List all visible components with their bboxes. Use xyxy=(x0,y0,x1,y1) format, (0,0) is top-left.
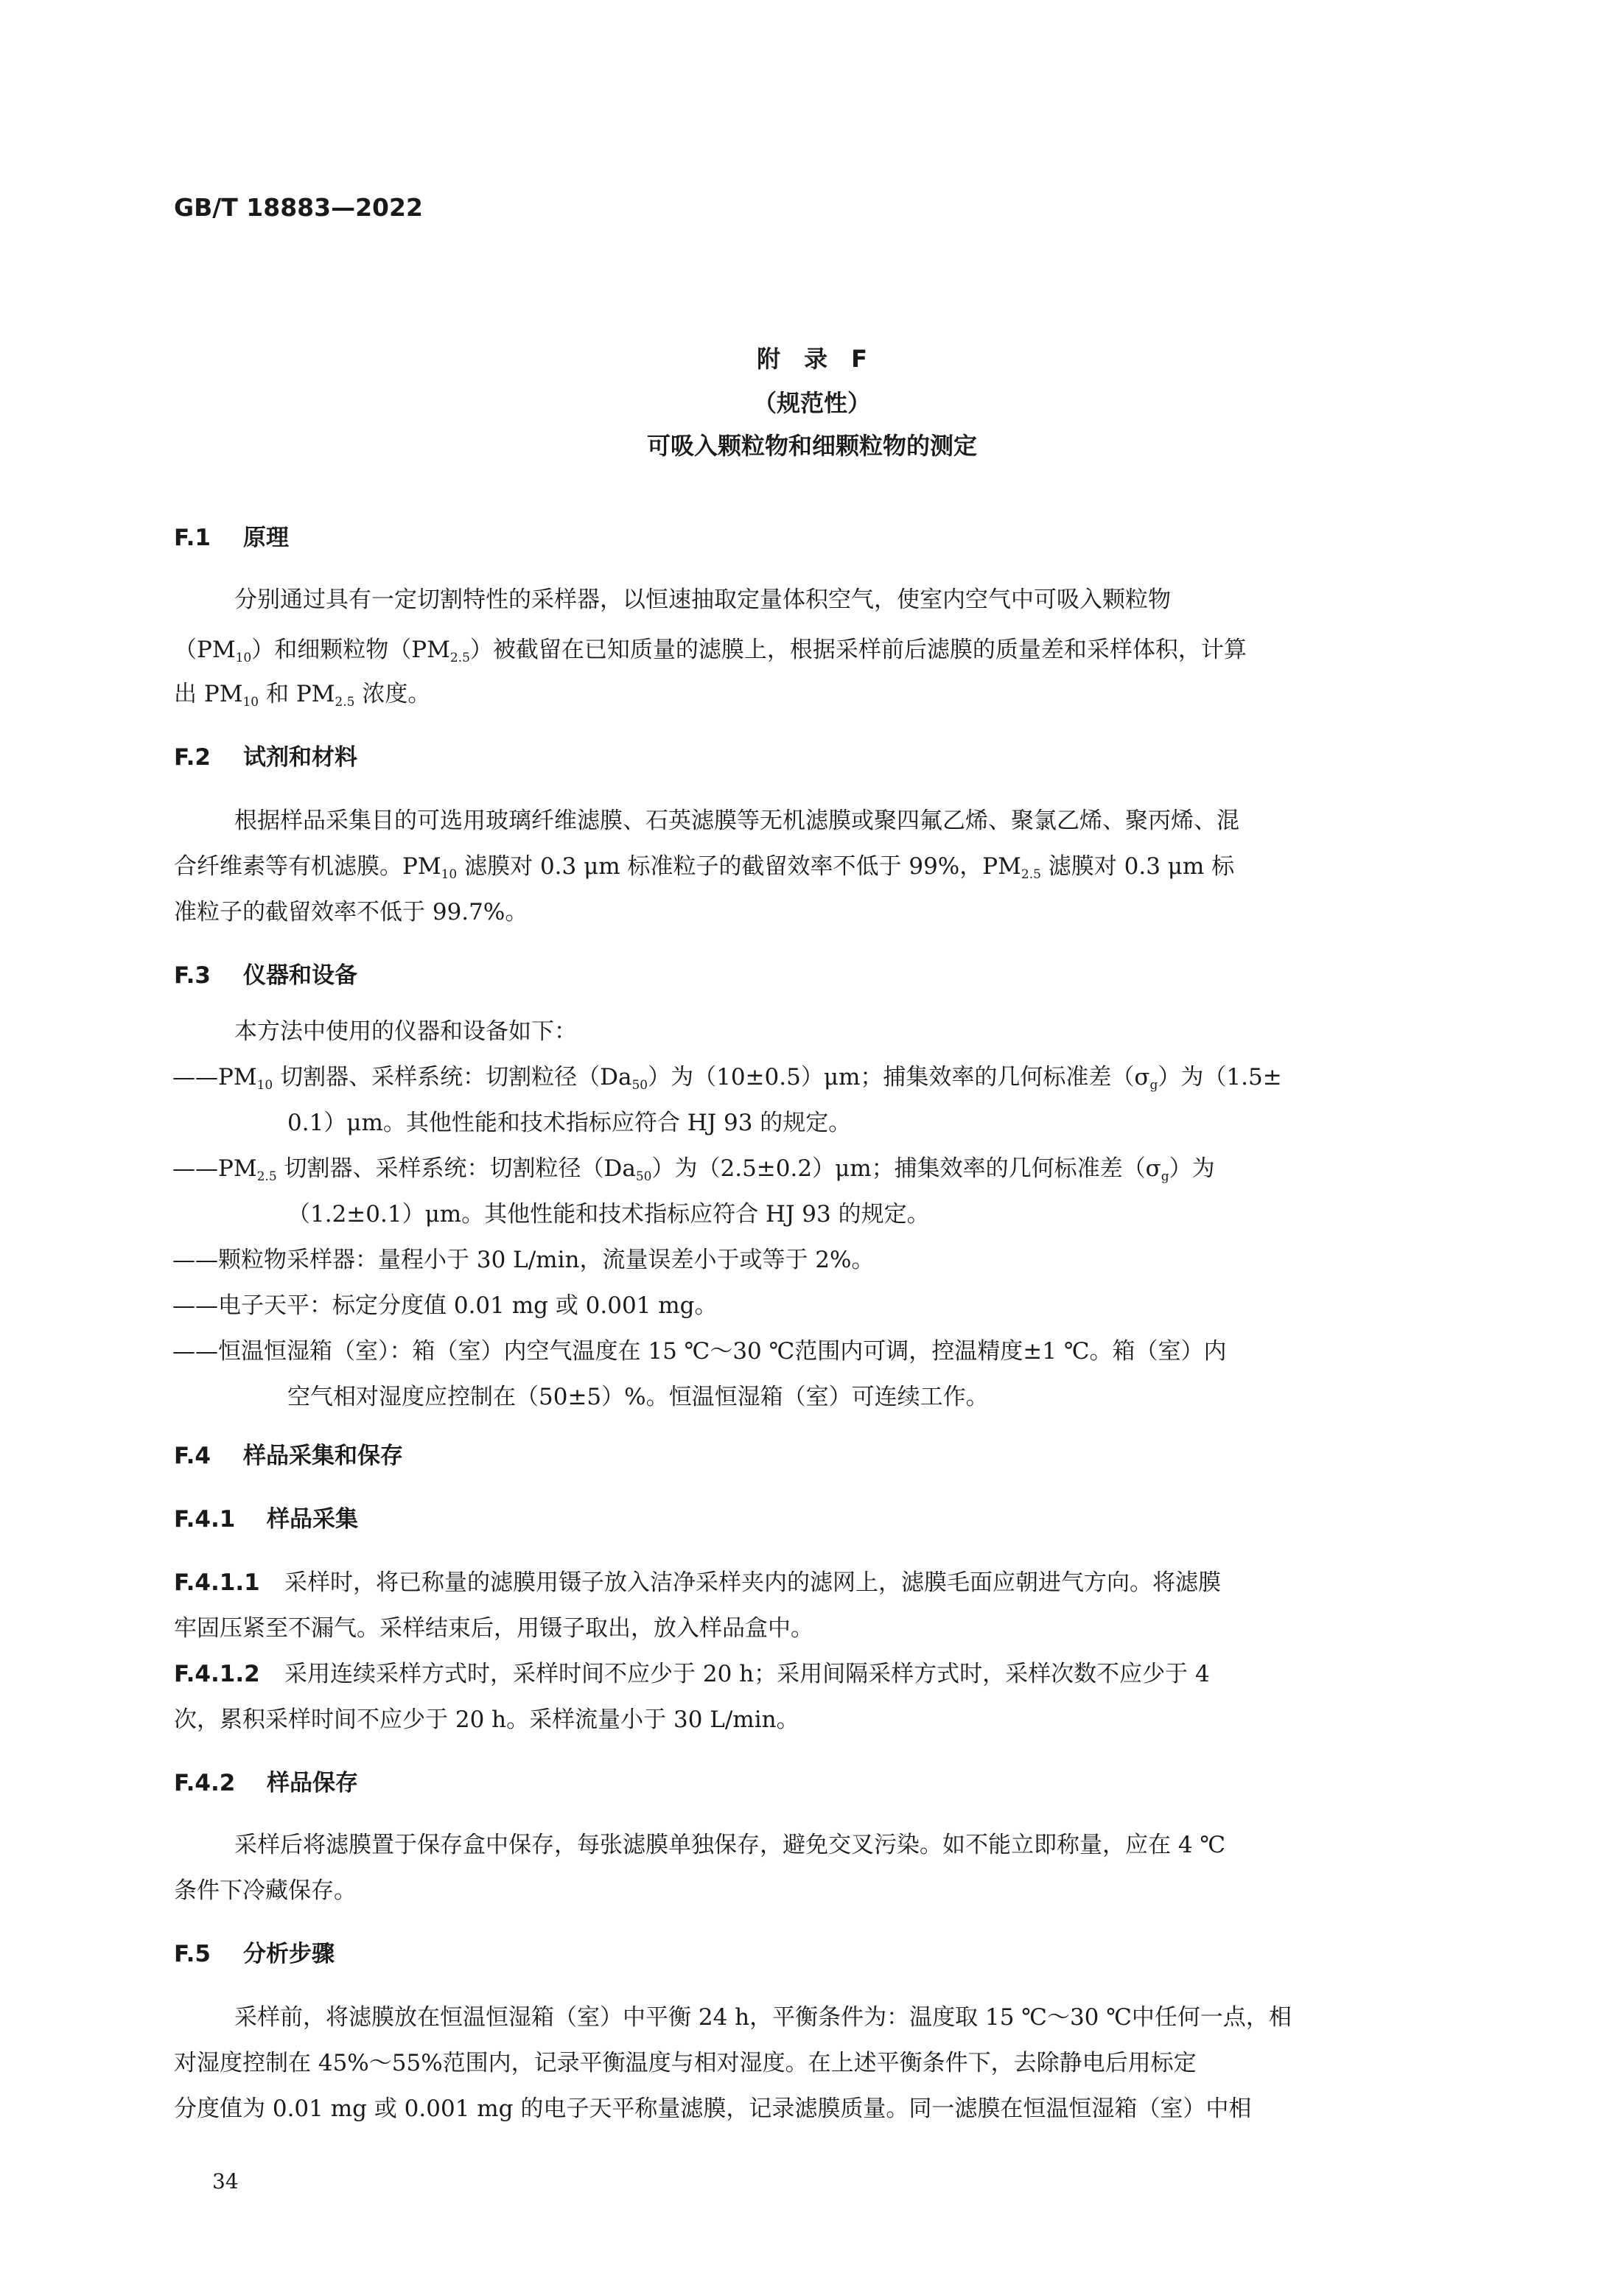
page-number: 34 xyxy=(212,2169,239,2194)
clause-number: F.4.1.1 xyxy=(174,1569,260,1596)
appendix-nature: （规范性） xyxy=(752,389,871,417)
section-title: 样品采集和保存 xyxy=(243,1443,403,1469)
section-f5-heading xyxy=(174,1935,335,1968)
document-number: GB/T 18883—2022 xyxy=(174,193,423,222)
section-title: 分析步骤 xyxy=(243,1941,335,1967)
paragraph-line: F.4.1.1 采样时，将已称量的滤膜用镊子放入洁净采样夹内的滤网上，滤膜毛面应朝进气方向。将滤膜 xyxy=(174,1569,1221,1596)
section-number: F.2 xyxy=(174,744,211,771)
section-number: F.4 xyxy=(174,1443,211,1469)
section-title: 原理 xyxy=(243,525,289,551)
paragraph-line: 本方法中使用的仪器和设备如下： xyxy=(234,1018,577,1045)
list-item: ——颗粒物采样器：量程小于 30 L/min，流量误差小于或等于 2%。 xyxy=(172,1247,875,1273)
paragraph-line: F.4.1.2 采用连续采样方式时，采样时间不应少于 20 h；采用间隔采样方式时，采样次数不应少于 4 xyxy=(174,1661,1210,1687)
section-f2-heading xyxy=(174,738,357,771)
paragraph-line: 合纤维素等有机滤膜。$PM_{10}$ 滤膜对 0.3 μm 标准粒子的截留效率不低于 99%，$PM_{2.5}$ 滤膜对 0.3 μm 标 xyxy=(174,853,1235,882)
list-item: ——电子天平：标定分度值 0.01 mg 或 0.001 mg。 xyxy=(172,1292,718,1319)
paragraph-line: 根据样品采集目的可选用玻璃纤维滤膜、石英滤膜等无机滤膜或聚四氟乙烯、聚氯乙烯、聚丙烯、混 xyxy=(234,808,1239,834)
appendix-name: 可吸入颗粒物和细颗粒物的测定 xyxy=(646,432,977,460)
section-f41-heading xyxy=(174,1500,358,1533)
paragraph-line: 条件下冷藏保存。 xyxy=(174,1877,357,1904)
section-title: 试剂和材料 xyxy=(243,744,357,771)
section-number: F.4.2 xyxy=(174,1770,236,1796)
section-number: F.1 xyxy=(174,525,211,551)
paragraph-line: 牢固压紧至不漏气。采样结束后，用镊子取出，放入样品盒中。 xyxy=(174,1615,813,1642)
paragraph-line: 分别通过具有一定切割特性的采样器，以恒速抽取定量体积空气，使室内空气中可吸入颗粒物 xyxy=(234,587,1171,613)
paragraph-line: 分度值为 0.01 mg 或 0.001 mg 的电子天平称量滤膜，记录滤膜质量。同一滤膜在恒温恒湿箱（室）中相 xyxy=(174,2096,1252,2122)
section-number: F.5 xyxy=(174,1941,211,1967)
section-title: 样品采集 xyxy=(267,1506,358,1533)
section-f3-heading xyxy=(174,956,357,990)
clause-number: F.4.1.2 xyxy=(174,1661,260,1687)
paragraph-line: 次，累积采样时间不应少于 20 h。采样流量小于 30 L/min。 xyxy=(174,1706,799,1733)
section-f42-heading xyxy=(174,1764,358,1797)
paragraph-line: $(PM_{10})$和细颗粒物$(PM_{2.5})$被截留在已知质量的滤膜上，根据采样前后滤膜的质量差和采样体积，计算 xyxy=(174,637,1247,665)
paragraph-line: 采样后将滤膜置于保存盒中保存，每张滤膜单独保存，避免交叉污染。如不能立即称量，应在 4 ℃ xyxy=(234,1832,1226,1858)
section-number: F.3 xyxy=(174,962,211,989)
paragraph-line: 对湿度控制在 45%～55%范围内，记录平衡温度与相对湿度。在上述平衡条件下，去除静电后用标定 xyxy=(174,2050,1197,2076)
paragraph-line: 出 $PM_{10}$ 和 $PM_{2.5}$ 浓度。 xyxy=(174,681,431,710)
list-item: $——PM_{10}$ 切割器、采样系统：切割粒径$(Da_{50})$为（10±0.5）μm；捕集效率的几何标准差$(\sigma_g)$为（1.5± xyxy=(172,1064,1282,1093)
list-item: $——PM_{2.5}$ 切割器、采样系统：切割粒径$(Da_{50})$为（2.5±0.2）μm；捕集效率的几何标准差$(\sigma_g)$为 xyxy=(172,1155,1215,1184)
paragraph-line: 准粒子的截留效率不低于 99.7%。 xyxy=(174,899,528,925)
section-number: F.4.1 xyxy=(174,1506,236,1533)
paragraph-line: 采样前，将滤膜放在恒温恒湿箱（室）中平衡 24 h，平衡条件为：温度取 15 ℃～30 ℃中任何一点，相 xyxy=(234,2004,1292,2031)
list-item-continuation: （1.2±0.1）μm。其他性能和技术指标应符合 HJ 93 的规定。 xyxy=(287,1201,930,1228)
section-f4-heading xyxy=(174,1437,403,1470)
list-item: ——恒温恒湿箱（室）：箱（室）内空气温度在 15 ℃～30 ℃范围内可调，控温精度±1 ℃。箱（室）内 xyxy=(172,1338,1227,1365)
appendix-title: 附 录 F xyxy=(757,345,867,373)
section-title: 仪器和设备 xyxy=(243,962,357,989)
section-f1-heading xyxy=(174,519,289,552)
list-item-continuation: 0.1）μm。其他性能和技术指标应符合 HJ 93 的规定。 xyxy=(287,1110,852,1136)
list-item-continuation: 空气相对湿度应控制在（50±5）%。恒温恒湿箱（室）可连续工作。 xyxy=(287,1384,989,1410)
section-title: 样品保存 xyxy=(267,1770,358,1796)
